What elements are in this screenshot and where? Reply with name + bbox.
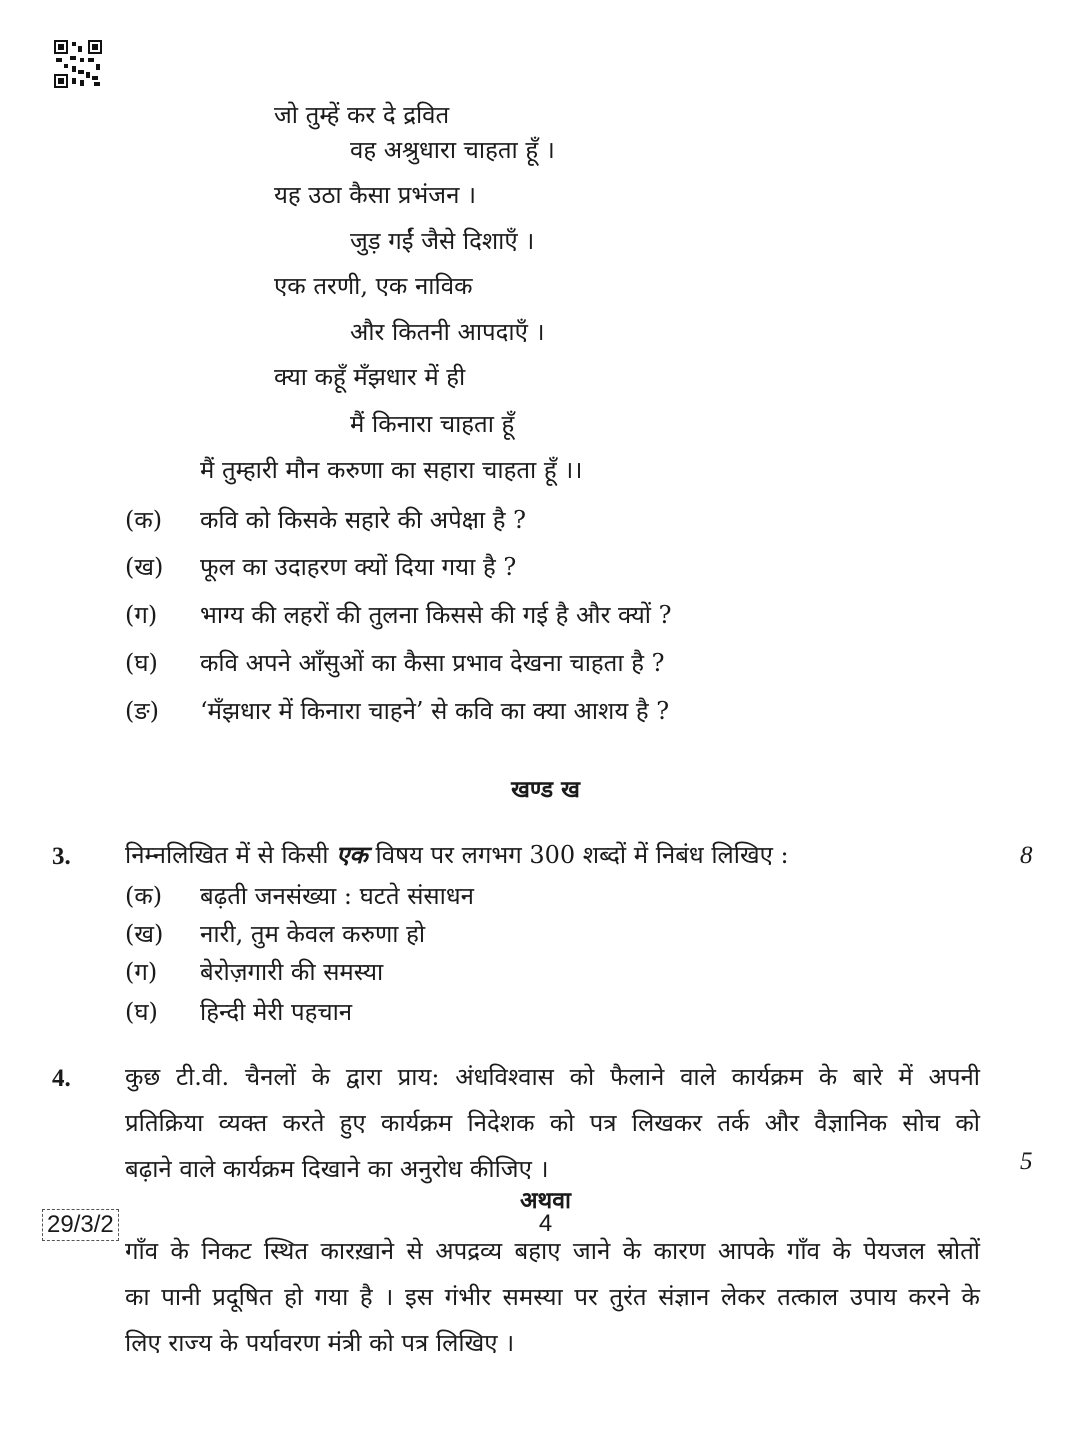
option-label: (ख) bbox=[125, 920, 164, 948]
essay-topic: बेरोज़गारी की समस्या bbox=[200, 958, 384, 986]
subpart-label: (घ) bbox=[125, 649, 158, 677]
subpart-question: भाग्य की लहरों की तुलना किससे की गई है और क्यों ? bbox=[200, 601, 672, 629]
poem-line: मैं किनारा चाहता हूँ bbox=[350, 410, 515, 438]
page-number: 4 bbox=[538, 1210, 553, 1237]
poem-line: क्या कहूँ मँझधार में ही bbox=[274, 363, 466, 391]
essay-topic: हिन्दी मेरी पहचान bbox=[200, 998, 353, 1026]
subpart-question: फूल का उदाहरण क्यों दिया गया है ? bbox=[200, 553, 517, 581]
subpart-question: कवि को किसके सहारे की अपेक्षा है ? bbox=[200, 506, 526, 534]
question-line: कुछ टी.वी. चैनलों के द्वारा प्राय: अंधविश्वास को फैलाने वाले कार्यक्रम के बारे में अपनी bbox=[125, 1063, 980, 1091]
question-number: 4. bbox=[52, 1065, 71, 1092]
poem-line: वह अश्रुधारा चाहता हूँ । bbox=[350, 136, 555, 164]
question-text-end: विषय पर लगभग 300 शब्दों में निबंध लिखिए : bbox=[375, 841, 789, 869]
poem-line: मैं तुम्हारी मौन करुणा का सहारा चाहता हूँ ।। bbox=[200, 456, 583, 484]
question-line: प्रतिक्रिया व्यक्त करते हुए कार्यक्रम निदेशक को पत्र लिखकर तर्क और वैज्ञानिक सोच को bbox=[125, 1109, 980, 1137]
subpart-label: (ङ) bbox=[125, 697, 160, 725]
question-paragraph bbox=[125, 1054, 980, 1192]
essay-topic: नारी, तुम केवल करुणा हो bbox=[200, 920, 426, 948]
subpart-label: (ख) bbox=[125, 553, 164, 581]
question-line: बढ़ाने वाले कार्यक्रम दिखाने का अनुरोध कीजिए । bbox=[125, 1155, 549, 1183]
option-label: (ग) bbox=[125, 958, 158, 986]
poem-line: एक तरणी, एक नाविक bbox=[274, 272, 473, 300]
poem-line: यह उठा कैसा प्रभंजन । bbox=[274, 181, 477, 209]
question-line: गाँव के निकट स्थित कारख़ाने से अपद्रव्य बहाए जाने के कारण आपके गाँव के पेयजल स्रोतों bbox=[125, 1237, 980, 1265]
essay-topic: बढ़ती जनसंख्या : घटते संसाधन bbox=[200, 882, 474, 910]
alternate-paragraph bbox=[125, 1228, 980, 1366]
option-label: (घ) bbox=[125, 998, 158, 1026]
question-text bbox=[125, 840, 789, 870]
marks: 5 bbox=[1020, 1148, 1033, 1175]
poem-line: और कितनी आपदाएँ । bbox=[350, 318, 545, 346]
subpart-question: कवि अपने आँसुओं का कैसा प्रभाव देखना चाहता है ? bbox=[200, 649, 665, 677]
question-line: लिए राज्य के पर्यावरण मंत्री को पत्र लिखिए । bbox=[125, 1329, 515, 1357]
question-number: 3. bbox=[52, 843, 71, 870]
question-text-start: निम्नलिखित में से किसी bbox=[125, 841, 329, 869]
paper-code: 29/3/2 bbox=[42, 1209, 119, 1241]
subpart-label: (ग) bbox=[125, 601, 158, 629]
question-line: का पानी प्रदूषित हो गया है । इस गंभीर समस्या पर तुरंत संज्ञान लेकर तत्काल उपाय करने के bbox=[125, 1283, 980, 1311]
subpart-question: ‘मँझधार में किनारा चाहने’ से कवि का क्या आशय है ? bbox=[200, 697, 670, 725]
or-label: अथवा bbox=[519, 1187, 571, 1214]
marks: 8 bbox=[1020, 842, 1033, 869]
section-heading: खण्ड ख bbox=[511, 776, 580, 803]
emphasis-word: एक bbox=[336, 840, 368, 869]
poem-line: जो तुम्हें कर दे द्रवित bbox=[274, 101, 450, 129]
poem-line: जुड़ गईं जैसे दिशाएँ । bbox=[350, 227, 535, 255]
option-label: (क) bbox=[125, 882, 163, 910]
qr-code-icon bbox=[54, 40, 102, 88]
subpart-label: (क) bbox=[125, 506, 163, 534]
